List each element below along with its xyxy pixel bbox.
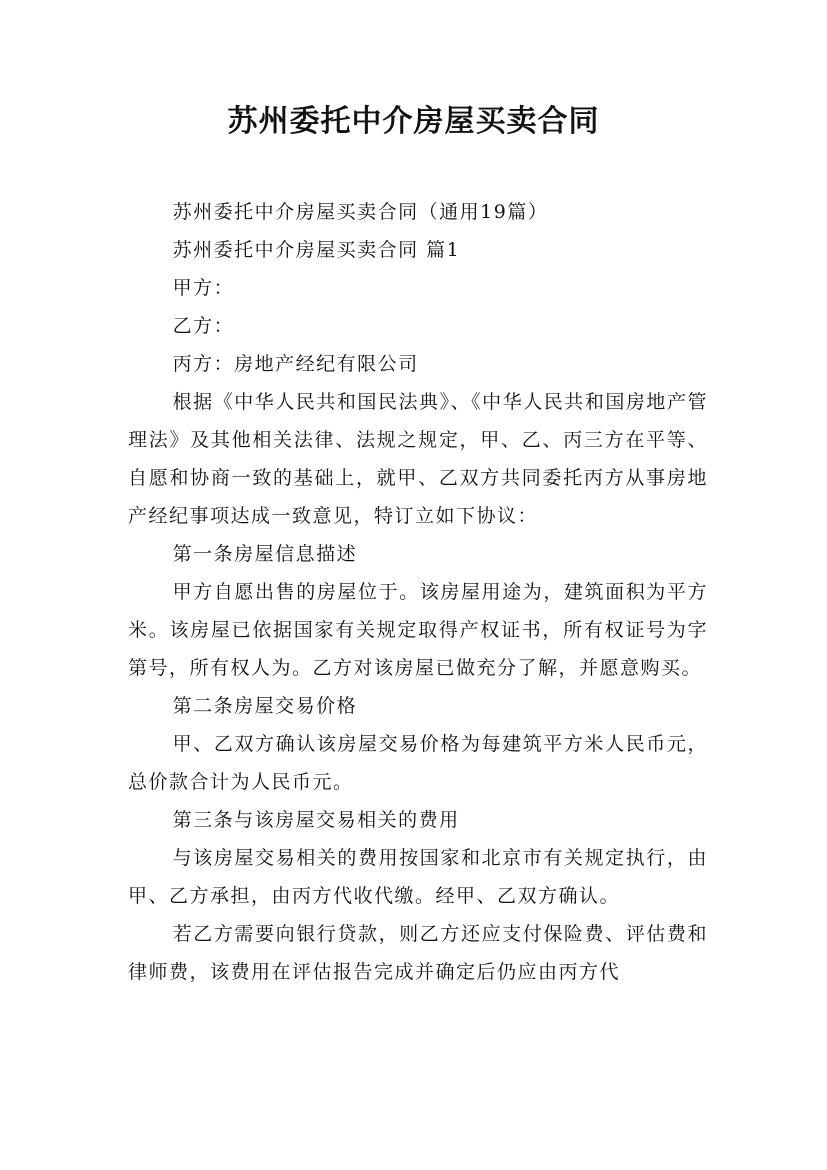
paragraph-article-2-body: 甲、乙双方确认该房屋交易价格为每建筑平方米人民币元，总价款合计为人民币元。: [128, 733, 708, 793]
paragraph-article-3-loan: 若乙方需要向银行贷款，则乙方还应支付保险费、评估费和律师费，该费用在评估报告完成并确定后仍应由丙方代: [128, 923, 708, 983]
paragraph-article-3-heading: 第三条与该房屋交易相关的费用: [172, 809, 460, 831]
paragraph-part-heading: 苏州委托中介房屋买卖合同 篇1: [172, 239, 461, 261]
paragraph-article-3-body: 与该房屋交易相关的费用按国家和北京市有关规定执行，由甲、乙方承担，由丙方代收代缴。经甲、乙双方确认。: [128, 847, 708, 907]
document-body: [128, 193, 708, 991]
paragraph-party-c: 丙方：房地产经纪有限公司: [172, 353, 419, 375]
paragraph-preamble: 根据《中华人民共和国民法典》、《中华人民共和国房地产管理法》及其他相关法律、法规之规定，甲、乙、丙三方在平等、自愿和协商一致的基础上，就甲、乙双方共同委托丙方从事房地产经纪事项达成一致意见，特订立如下协议：: [128, 391, 708, 527]
paragraph-article-1-body: 甲方自愿出售的房屋位于。该房屋用途为，建筑面积为平方米。该房屋已依据国家有关规定取得产权证书，所有权证号为字第号，所有权人为。乙方对该房屋已做充分了解，并愿意购买。: [128, 581, 708, 679]
paragraph-party-a: 甲方：: [172, 277, 235, 299]
paragraph-subtitle: 苏州委托中介房屋买卖合同（通用19篇）: [172, 201, 549, 223]
document-title: 苏州委托中介房屋买卖合同: [227, 104, 600, 139]
paragraph-article-2-heading: 第二条房屋交易价格: [172, 695, 358, 717]
paragraph-party-b: 乙方：: [172, 315, 235, 337]
paragraph-article-1-heading: 第一条房屋信息描述: [172, 543, 358, 565]
